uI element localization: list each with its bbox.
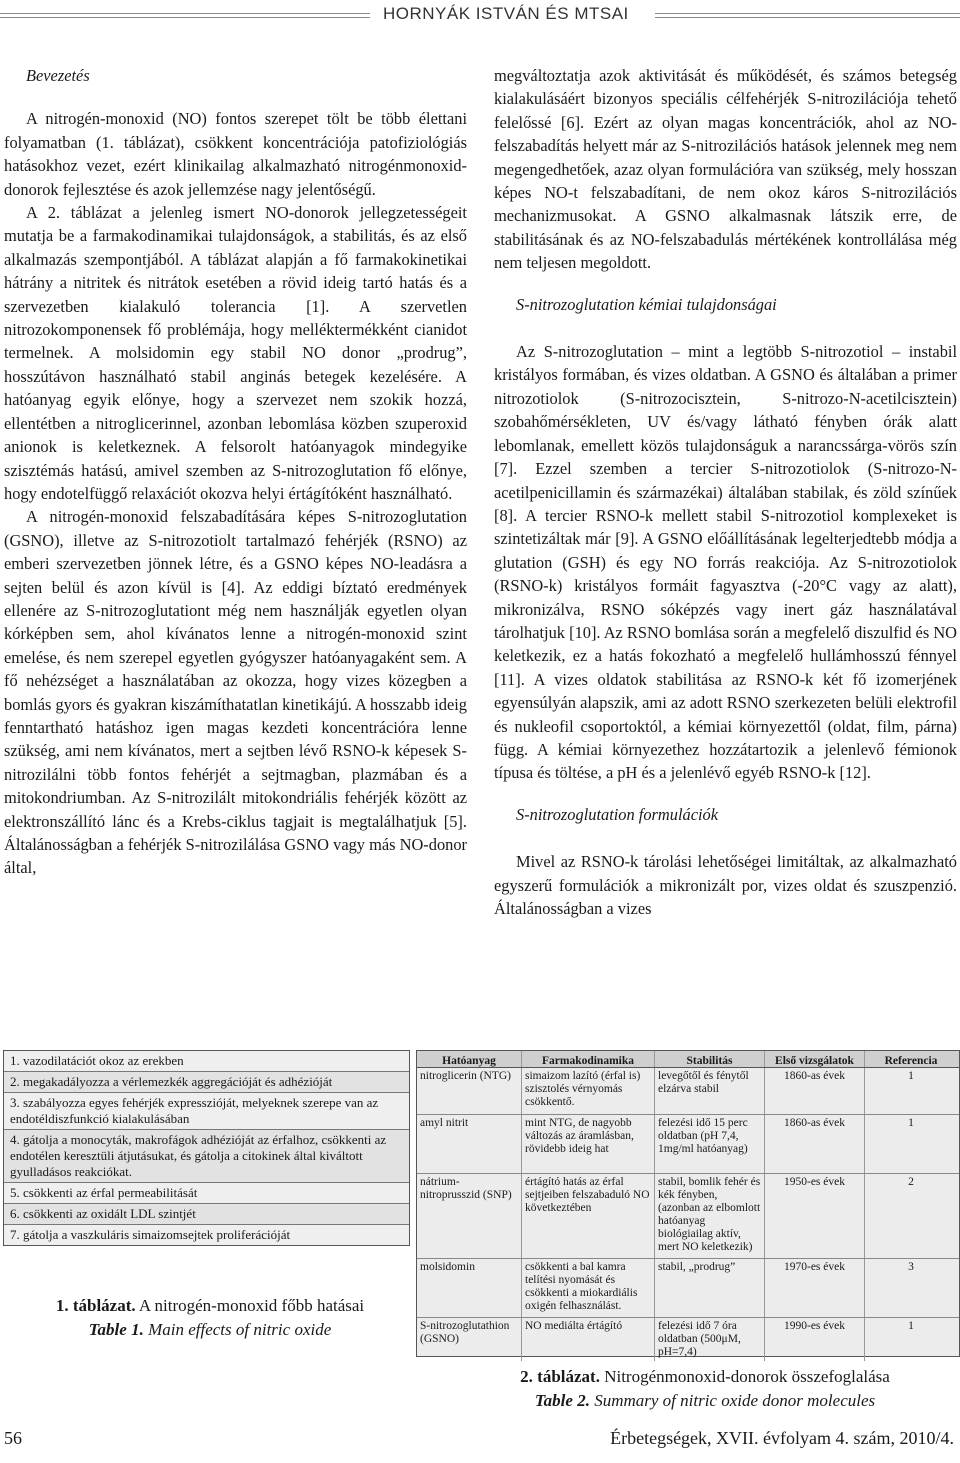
table-cell: S-nitrozoglutathion (GSNO) <box>417 1318 522 1361</box>
paragraph: Az S-nitrozoglutation – mint a legtöbb S-nitrozotiol – instabil kristályos formában, és vizes oldatban. A GSNO és általában a primer nitrozotiolok (S-nitrozocisztein, S-nitrozo-N-acetilcisztein) szobahőmérsékleten, UV és/vagy látható fényben órák alatt lebomlanak, emellett közös tulajdonságuk a narancssárga-vörös szín [7]. Ezzel szemben a tercier S-nitrozotiolok (S-nitrozo-N-acetilpenicillamin és származékai) általában stabilak, és zöld színűek [8]. A tercier RSNO-k mellett stabil S-nitrozotiol komplexeket is szintetizáltak már [9]. A GSNO előállításának legelterjedtebb módja a glutation (GSH) és egy NO forrás reakciója. Az S-nitrozotiolok (RSNO-k) kristályos formáit fagyasztva (-20°C vagy az alatt), mikronizálva, RSNO sóképzés vagy inert gáz használatával tárolhatjuk [10]. Az RSNO bomlása során a megfelelő diszulfid és NO keletkezik, ez a hatás fokozható a megfelelő hullámhosszú fénnyel [11]. A vizes oldatok stabilitása az RSNO-k két fő izomerjének egyensúlyán alapszik, ami az adott RSNO szerkezeten belüli elektrofil és nukleofil csoportoktól, a kémiai környezettől (oldat, film, párna) függ. A kémiai környezethez hozzátartozik a jelenlevő fémionok típusa és töltése, a pH és a jelenlévő egyéb RSNO-k [12]. <box>494 342 957 783</box>
table-cell: stabil, „prodrug” <box>655 1259 765 1317</box>
table-row: 6. csökkenti az oxidált LDL szintjét <box>4 1204 409 1225</box>
table-row: 7. gátolja a vaszkuláris simaizomsejtek proliferációját <box>4 1225 409 1245</box>
caption-english <box>20 1318 400 1342</box>
table-cell: mint NTG, de nagyobb változás az áramlásban, rövidebb ideig hat <box>522 1115 655 1173</box>
caption-text: Summary of nitric oxide donor molecules <box>589 1391 876 1410</box>
table-row <box>417 1259 959 1318</box>
table-cell: NO mediálta értágító <box>522 1318 655 1361</box>
table-cell: 1860-as évek <box>765 1068 865 1114</box>
table-cell: felezési idő 7 óra oldatban (500μM, pH=7,4) <box>655 1318 765 1361</box>
table-cell: simaizom lazító (érfal is) szisztolés vérnyomás csökkentő. <box>522 1068 655 1114</box>
table-cell: nitroglicerin (NTG) <box>417 1068 522 1114</box>
table-row: 1. vazodilatációt okoz az erekben <box>4 1051 409 1072</box>
table-row: 3. szabályozza egyes fehérjék expresszióját, melyeknek szerepe van az endotéldiszfunkció kialakulásában <box>4 1093 409 1130</box>
caption-label: Table 2. <box>534 1391 590 1410</box>
table-cell: 1 <box>908 1320 914 1332</box>
header-rule-right <box>655 13 960 18</box>
table-cell: molsidomin <box>417 1259 522 1317</box>
table-row <box>417 1068 959 1115</box>
table-cell: értágító hatás az érfal sejtjeiben felszabaduló NO következtében <box>522 1174 655 1258</box>
table-cell: 1990-es évek <box>765 1318 865 1361</box>
column-header: Stabilitás <box>655 1051 765 1067</box>
table-row: 2. megakadályozza a vérlemezkék aggregációját és adhézióját <box>4 1072 409 1093</box>
caption-label: Table 1. <box>88 1320 144 1339</box>
paragraph: A nitrogén-monoxid (NO) fontos szerepet tölt be több élettani folyamatban (1. táblázat), csökkent koncentrációja patofiziológiás hatásokhoz vezet, ezért klinikailag alkalmazható nitrogénmonoxid-donorok fejlesztése és azok jellemzése nagy jelentőségű. <box>4 109 467 199</box>
table-cell: amyl nitrit <box>417 1115 522 1173</box>
caption-hungarian <box>20 1294 400 1318</box>
table-row <box>417 1174 959 1259</box>
journal-citation: Érbetegségek, XVII. évfolyam 4. szám, 2010/4. <box>610 1428 954 1448</box>
table-2-caption <box>470 1365 940 1413</box>
table-row: 5. csökkenti az érfal permeabilitását <box>4 1183 409 1204</box>
table-2-no-donors <box>416 1050 960 1357</box>
paragraph: Mivel az RSNO-k tárolási lehetőségei limitáltak, az alkalmazható egyszerű formulációk a mikronizált por, vizes oldat és szuszpenzió. Általánosságban a vizes <box>494 852 957 918</box>
section-title-chemistry: S-nitrozoglutation kémiai tulajdonságai <box>516 294 777 314</box>
header-rule-left <box>0 13 370 18</box>
section-title-introduction: Bevezetés <box>26 66 90 85</box>
table-cell: 1950-es évek <box>765 1174 865 1258</box>
caption-label: 1. táblázat. <box>55 1296 136 1315</box>
table-cell: 1 <box>908 1117 914 1129</box>
running-header <box>0 0 960 36</box>
paragraph: A 2. táblázat a jelenleg ismert NO-donorok jellegzetességeit mutatja be a farmakodinamikai tulajdonságok, a stabilitás, és az első alkalmazás szempontjából. A táblázat alapján a fő farmakokinetikai hátrány a nitritek és nitrátok esetében a rövid ideig tartó hatás és a szervezetben kialakuló tolerancia [1]. A szervetlen nitrozokomponensek fő problémája, hogy melléktermékként cianidot termelnek. A molsidomin egy stabil NO donor „prodrug”, hosszútávon használható stabil anginás betegek kezelésére. A hatóanyag egyik előnye, hogy a szervezet nem szokik hozzá, ellentétben a nitroglicerinnel, azonban lebomlása közben szuperoxid anionok is keletkeznek. A felsorolt hatóanyagok mindegyike szisztémás hatású, amivel szemben az S-nitrozoglutation fő előnye, hogy endotelfüggő relaxációt okozva helyi értágítóként használható. <box>4 203 467 503</box>
table-cell: 1860-as évek <box>765 1115 865 1173</box>
table-cell: 1 <box>908 1070 914 1082</box>
caption-text: Main effects of nitric oxide <box>143 1320 332 1339</box>
table-cell: felezési idő 15 perc oldatban (pH 7,4, 1mg/ml hatóanyag) <box>655 1115 765 1173</box>
column-header: Első vizsgálatok <box>765 1051 865 1067</box>
caption-english <box>470 1389 940 1413</box>
column-header: Hatóanyag <box>417 1051 522 1067</box>
left-column <box>4 64 467 880</box>
header-title: HORNYÁK ISTVÁN ÉS MTSAI <box>383 4 629 23</box>
section-title-formulations: S-nitrozoglutation formulációk <box>516 804 718 824</box>
caption-text: Nitrogénmonoxid-donorok összefoglalása <box>599 1367 890 1386</box>
table-row <box>417 1318 959 1361</box>
page-footer <box>0 1428 960 1458</box>
table-cell: nátrium-nitroprusszid (SNP) <box>417 1174 522 1258</box>
column-header: Farmakodinamika <box>522 1051 655 1067</box>
table-cell: csökkenti a bal kamra telítési nyomását és csökkenti a miokardiális oxigén felhasználást. <box>522 1259 655 1317</box>
table-cell: 2 <box>908 1176 914 1188</box>
table-cell: levegőtől és fénytől elzárva stabil <box>655 1068 765 1114</box>
table-header-row <box>417 1051 959 1068</box>
table-cell: 3 <box>908 1261 914 1273</box>
table-cell: stabil, bomlik fehér és kék fényben, (azonban az elbomlott hatóanyag biológiailag aktív, mert NO keletkezik) <box>655 1174 765 1258</box>
right-column <box>494 64 957 920</box>
paragraph-continuation: megváltoztatja azok aktivitását és működését, és számos betegség kialakulásáért bizonyos speciális célfehérjék S-nitrozilációja tehető felelőssé [6]. Ezért az olyan magas koncentrációk, ahol az NO-felszabadítás helyett már az S-nitrozilációs hatások jelennek meg nem megengedhetőek, azaz olyan formulációra van szükség, mely hosszan képes NO-t felszabadítani, de nem okoz káros S-nitrozilációs mechanizmusokat. A GSNO alkalmasnak látszik erre, de stabilitásának és az NO-felszabadulás mértékének kontrollálása még nem teljesen megoldott. <box>494 66 957 273</box>
table-cell: 1970-es évek <box>765 1259 865 1317</box>
table-row: 4. gátolja a monocyták, makrofágok adhézióját az érfalhoz, csökkenti az endotélen keresztüli átjutásukat, és gátolja a citokinek által kiváltott gyulladásos reakciókat. <box>4 1130 409 1183</box>
table-1-caption <box>20 1294 400 1342</box>
column-header: Referencia <box>884 1055 938 1067</box>
paragraph: A nitrogén-monoxid felszabadítására képes S-nitrozoglutation (GSNO), illetve az S-nitrozotiolt tartalmazó fehérjék (RSNO) az emberi szervezetben jönnek létre, és a GSNO képes NO-leadásra a sejten belül és azon kívül is [4]. Az eddigi bíztató eredmények ellenére az S-nitrozoglutationt még nem használják egyetlen olyan kórképben sem, ahol kívánatos lenne a nitrogén-monoxid szint emelése, és nem szerepel egyetlen gyógyszer hatóanyagaként sem. A fő nehézséget a használatában az okozza, hogy vizes közegben a bomlás gyors és gyakran kiszámíthatatlan kinetikájú. A hosszabb ideig fenntartható hatáshoz igen magas kezdeti koncentrációra lenne szükség, ami nem kívánatos, mert a sejtben lévő RSNO-k képesek S-nitrozilálni több fontos fehérjét a sejtmagban, plazmában és a mitokondriumban. Az S-nitrozilált mitokondriális fehérjék között az elektronszállító lánc és a Krebs-ciklus tagjait is megtalálhatjuk [5]. Általánosságban a fehérjék S-nitrozilálása GSNO vagy más NO-donor által, <box>4 507 467 878</box>
caption-text: A nitrogén-monoxid főbb hatásai <box>135 1296 365 1315</box>
table-row <box>417 1115 959 1174</box>
table-1-no-effects <box>3 1050 410 1246</box>
caption-label: 2. táblázat. <box>520 1367 600 1386</box>
caption-hungarian <box>470 1365 940 1389</box>
page-number: 56 <box>4 1428 22 1448</box>
